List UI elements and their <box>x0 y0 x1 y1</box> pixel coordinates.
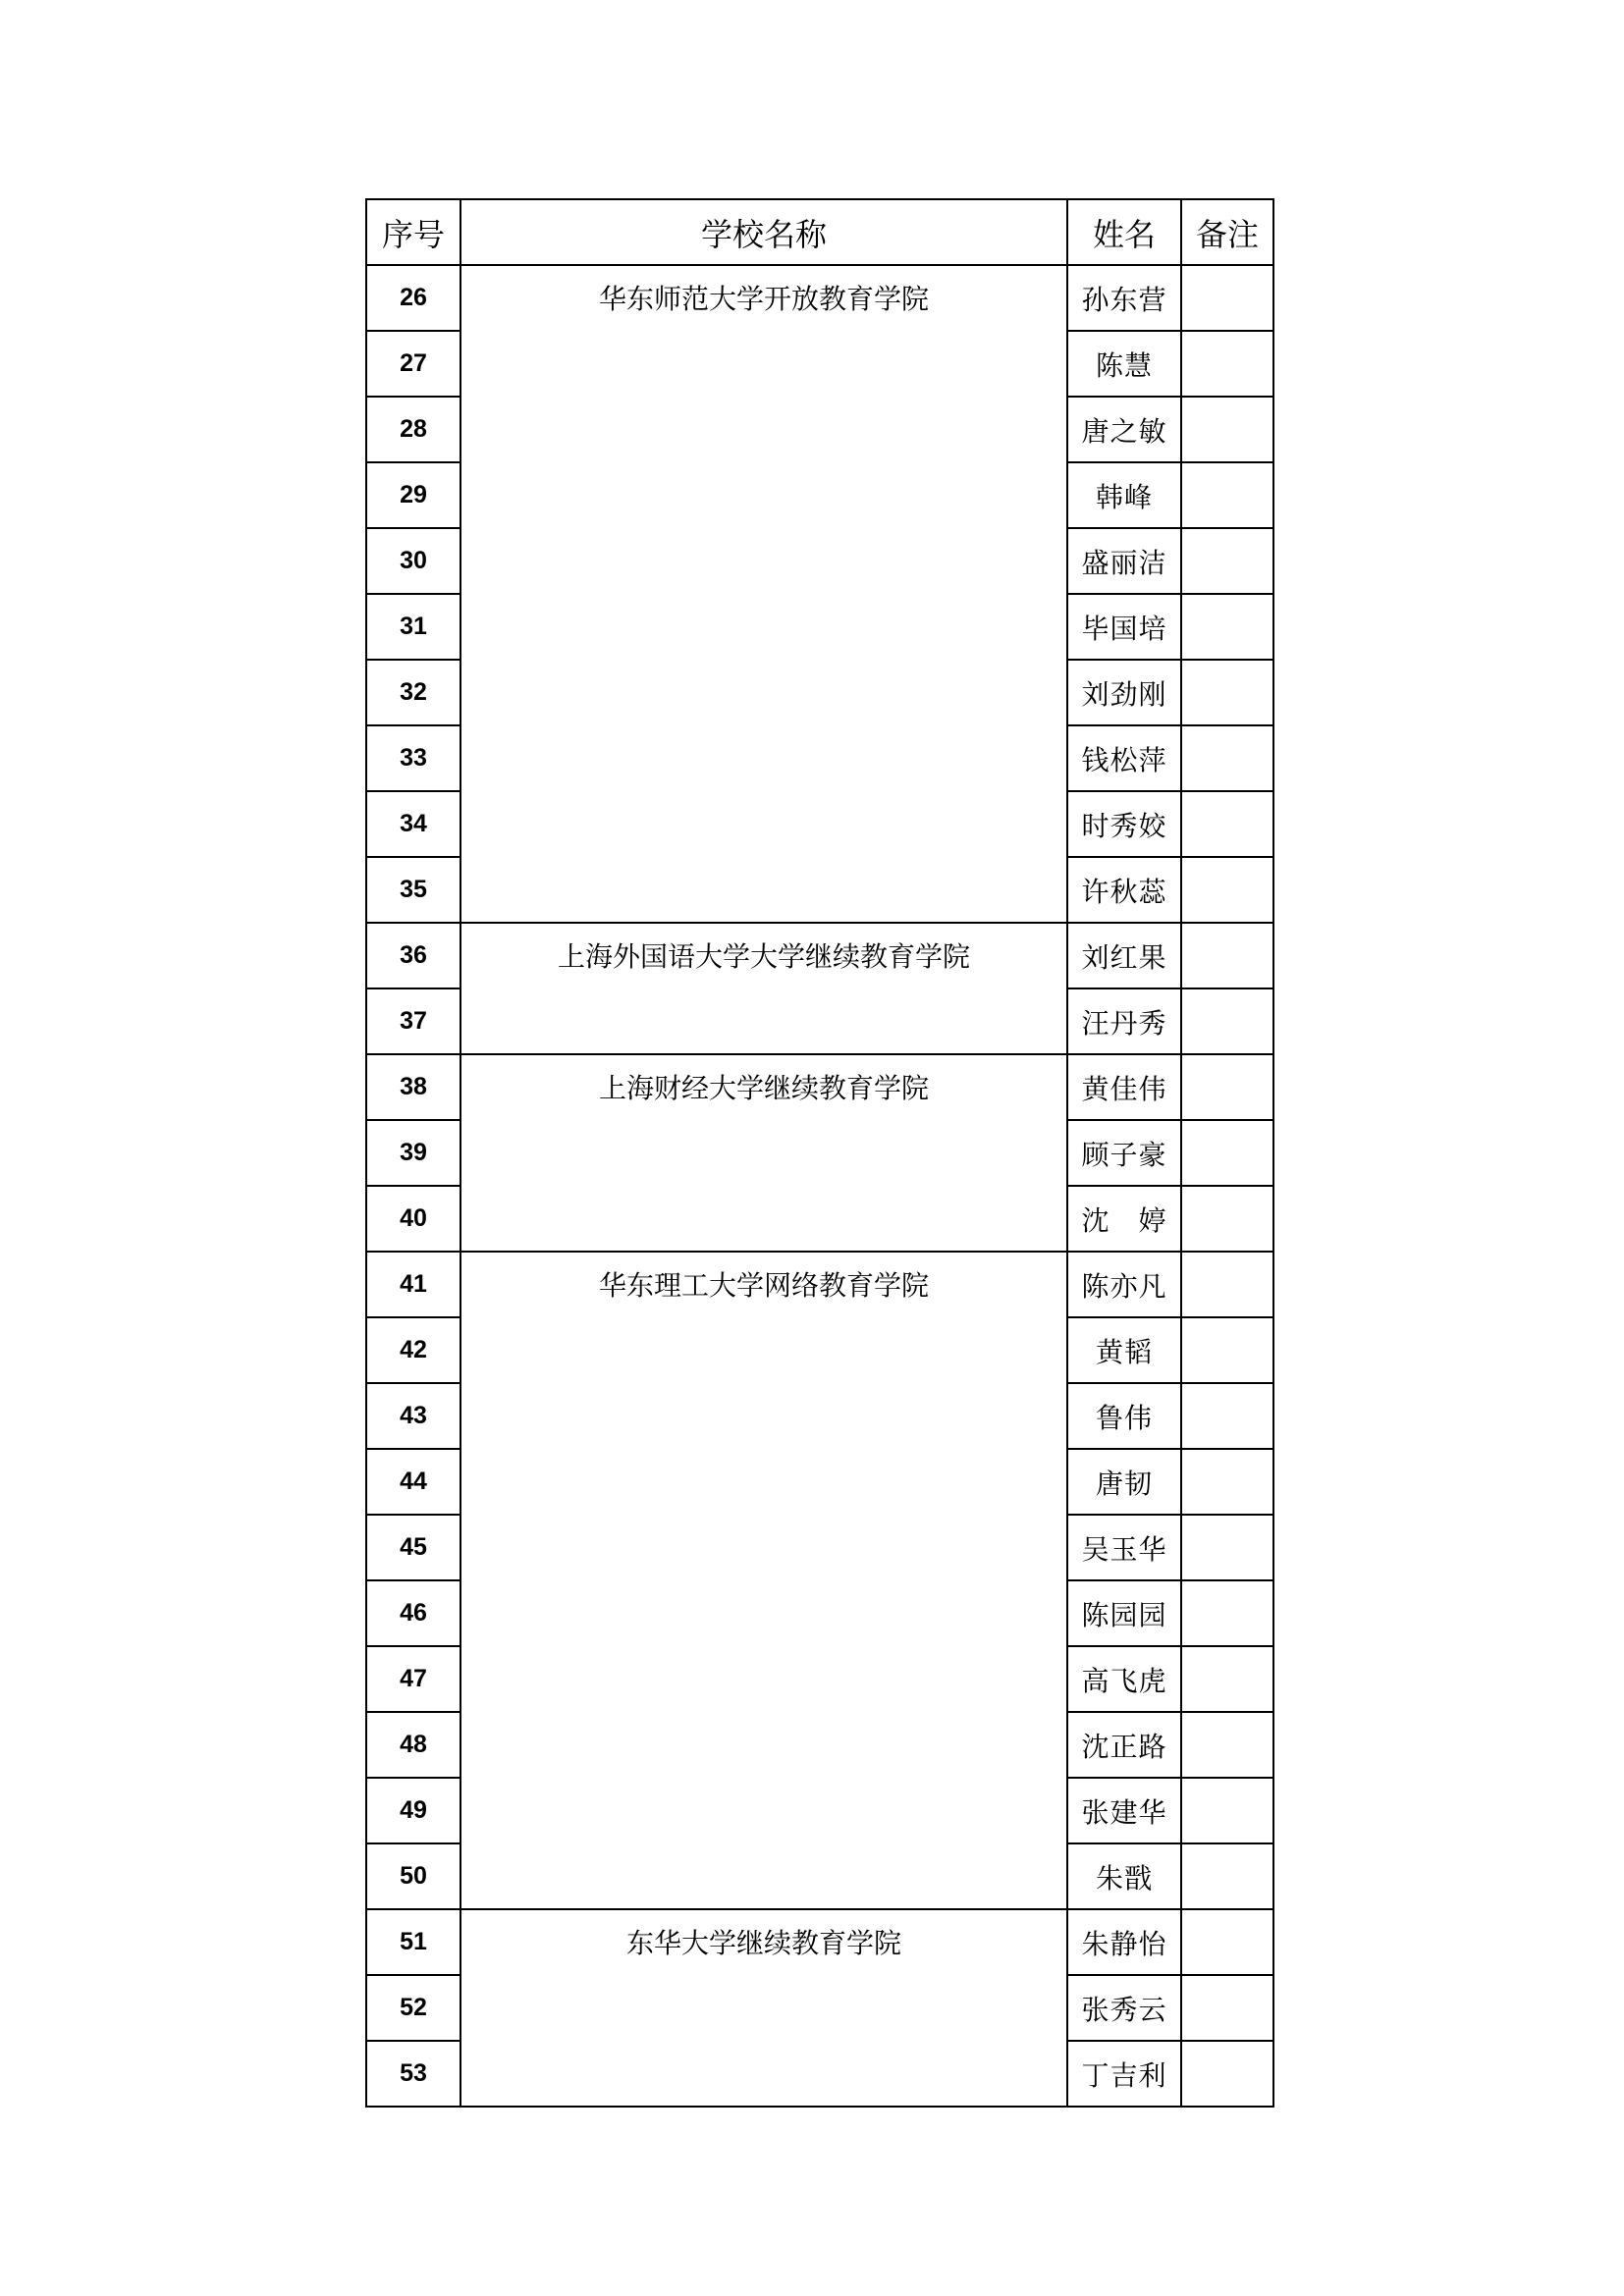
row-seq: 45 <box>366 1515 460 1580</box>
school-name: 上海财经大学继续教育学院 <box>460 1054 1067 1252</box>
row-seq: 32 <box>366 660 460 725</box>
header-seq: 序号 <box>366 199 460 265</box>
row-seq: 49 <box>366 1778 460 1843</box>
remark-cell <box>1181 1646 1273 1712</box>
student-name: 鲁伟 <box>1067 1383 1181 1449</box>
table-body <box>366 265 1273 2107</box>
row-seq: 52 <box>366 1975 460 2041</box>
remark-cell <box>1181 1843 1273 1909</box>
student-name: 孙东营 <box>1067 265 1181 331</box>
remark-cell <box>1181 331 1273 397</box>
student-name: 顾子豪 <box>1067 1120 1181 1186</box>
remark-cell <box>1181 1317 1273 1383</box>
student-name: 陈园园 <box>1067 1580 1181 1646</box>
table-row <box>366 1054 1273 1120</box>
student-name: 毕国培 <box>1067 594 1181 660</box>
remark-cell <box>1181 1120 1273 1186</box>
row-seq: 40 <box>366 1186 460 1252</box>
student-name: 刘劲刚 <box>1067 660 1181 725</box>
student-name: 朱戬 <box>1067 1843 1181 1909</box>
row-seq: 41 <box>366 1252 460 1317</box>
remark-cell <box>1181 1712 1273 1778</box>
remark-cell <box>1181 660 1273 725</box>
row-seq: 47 <box>366 1646 460 1712</box>
student-name: 盛丽洁 <box>1067 528 1181 594</box>
row-seq: 37 <box>366 988 460 1054</box>
remark-cell <box>1181 1054 1273 1120</box>
row-seq: 30 <box>366 528 460 594</box>
student-name: 时秀姣 <box>1067 791 1181 857</box>
row-seq: 26 <box>366 265 460 331</box>
student-name: 张建华 <box>1067 1778 1181 1843</box>
header-name: 姓名 <box>1067 199 1181 265</box>
remark-cell <box>1181 528 1273 594</box>
student-name: 陈慧 <box>1067 331 1181 397</box>
row-seq: 27 <box>366 331 460 397</box>
student-name: 韩峰 <box>1067 462 1181 528</box>
remark-cell <box>1181 725 1273 791</box>
header-row <box>366 199 1273 265</box>
school-name: 上海外国语大学大学继续教育学院 <box>460 923 1067 1054</box>
remark-cell <box>1181 1252 1273 1317</box>
student-name: 许秋蕊 <box>1067 857 1181 923</box>
student-name: 沈正路 <box>1067 1712 1181 1778</box>
table-row <box>366 265 1273 331</box>
student-name: 唐之敏 <box>1067 397 1181 462</box>
remark-cell <box>1181 1515 1273 1580</box>
student-name: 钱松萍 <box>1067 725 1181 791</box>
row-seq: 28 <box>366 397 460 462</box>
student-name: 汪丹秀 <box>1067 988 1181 1054</box>
remark-cell <box>1181 397 1273 462</box>
row-seq: 34 <box>366 791 460 857</box>
student-name: 丁吉利 <box>1067 2041 1181 2107</box>
row-seq: 43 <box>366 1383 460 1449</box>
remark-cell <box>1181 1580 1273 1646</box>
student-name: 张秀云 <box>1067 1975 1181 2041</box>
remark-cell <box>1181 2041 1273 2107</box>
student-name: 黄韬 <box>1067 1317 1181 1383</box>
school-name: 东华大学继续教育学院 <box>460 1909 1067 2107</box>
remark-cell <box>1181 462 1273 528</box>
student-name: 朱静怡 <box>1067 1909 1181 1975</box>
row-seq: 51 <box>366 1909 460 1975</box>
row-seq: 35 <box>366 857 460 923</box>
student-name: 刘红果 <box>1067 923 1181 988</box>
row-seq: 36 <box>366 923 460 988</box>
row-seq: 46 <box>366 1580 460 1646</box>
header-school: 学校名称 <box>460 199 1067 265</box>
header-remark: 备注 <box>1181 199 1273 265</box>
student-name: 黄佳伟 <box>1067 1054 1181 1120</box>
row-seq: 50 <box>366 1843 460 1909</box>
student-name: 吴玉华 <box>1067 1515 1181 1580</box>
row-seq: 29 <box>366 462 460 528</box>
remark-cell <box>1181 594 1273 660</box>
row-seq: 31 <box>366 594 460 660</box>
remark-cell <box>1181 857 1273 923</box>
remark-cell <box>1181 1909 1273 1975</box>
row-seq: 39 <box>366 1120 460 1186</box>
remark-cell <box>1181 1186 1273 1252</box>
table-row <box>366 1909 1273 1975</box>
row-seq: 38 <box>366 1054 460 1120</box>
school-name: 华东理工大学网络教育学院 <box>460 1252 1067 1909</box>
remark-cell <box>1181 988 1273 1054</box>
table-row <box>366 1252 1273 1317</box>
remark-cell <box>1181 791 1273 857</box>
remark-cell <box>1181 1778 1273 1843</box>
remark-cell <box>1181 1975 1273 2041</box>
school-name: 华东师范大学开放教育学院 <box>460 265 1067 923</box>
student-name: 沈 婷 <box>1067 1186 1181 1252</box>
remark-cell <box>1181 923 1273 988</box>
student-name: 唐韧 <box>1067 1449 1181 1515</box>
row-seq: 33 <box>366 725 460 791</box>
row-seq: 53 <box>366 2041 460 2107</box>
row-seq: 42 <box>366 1317 460 1383</box>
roster-table <box>365 198 1274 2108</box>
student-name: 高飞虎 <box>1067 1646 1181 1712</box>
remark-cell <box>1181 265 1273 331</box>
remark-cell <box>1181 1383 1273 1449</box>
student-name: 陈亦凡 <box>1067 1252 1181 1317</box>
remark-cell <box>1181 1449 1273 1515</box>
row-seq: 48 <box>366 1712 460 1778</box>
table-row <box>366 923 1273 988</box>
table-header <box>366 199 1273 265</box>
row-seq: 44 <box>366 1449 460 1515</box>
